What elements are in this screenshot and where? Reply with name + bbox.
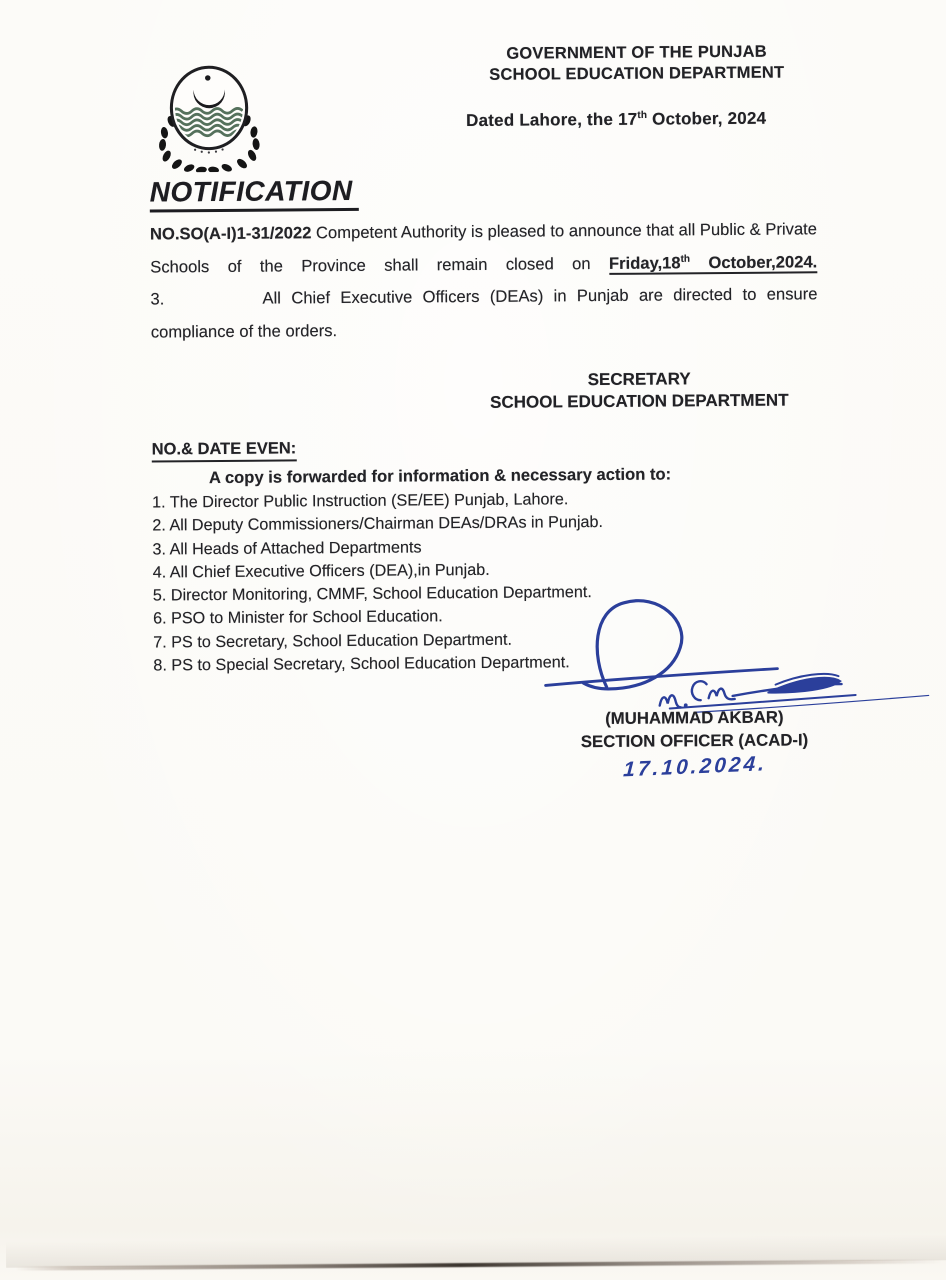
distribution-item: 3. All Heads of Attached Departments <box>152 538 422 559</box>
distribution-item: 7. PS to Secretary, School Education Department. <box>153 630 512 652</box>
letterhead <box>452 41 823 131</box>
punjab-government-crest-icon <box>149 60 270 173</box>
distribution-item: 5. Director Monitoring, CMMF, School Education Department. <box>152 583 592 605</box>
distribution-intro: A copy is forwarded for information & necessary action to: <box>208 464 672 488</box>
org-name-line1: GOVERNMENT OF THE PUNJAB <box>506 42 767 63</box>
distribution-item: 8. PS to Special Secretary, School Education Department. <box>153 653 570 675</box>
handwritten-date: 17.10.2024. <box>622 752 768 782</box>
notification-heading: NOTIFICATION <box>150 175 359 213</box>
authority-department: SCHOOL EDUCATION DEPARTMENT <box>490 390 789 412</box>
signatory-block <box>542 705 848 780</box>
paragraph-number: 3. <box>150 289 165 309</box>
distribution-item: 6. PSO to Minister for School Education. <box>152 607 443 629</box>
handwritten-signature <box>469 588 942 724</box>
distribution-item: 4. All Chief Executive Officers (DEA),in Punjab. <box>152 560 490 582</box>
distribution-item: 1. The Director Public Instruction (SE/EE) Punjab, Lahore. <box>152 490 569 512</box>
dateline <box>452 107 822 131</box>
dateline-ordinal: th <box>637 109 648 122</box>
dateline-text: Dated Lahore, the 17 <box>466 109 638 131</box>
issuing-authority <box>454 367 824 414</box>
notification-body <box>150 213 818 348</box>
distribution-item: 2. All Deputy Commissioners/Chairman DEAs/DRAs in Punjab. <box>152 513 604 535</box>
signatory-designation: SECTION OFFICER (ACAD-I) <box>580 730 809 752</box>
announcement-text: Competent Authority is pleased to announce that all Public & Private Schools of the Province shall remain closed on <box>150 219 818 277</box>
org-name-line2: SCHOOL EDUCATION DEPARTMENT <box>489 63 785 84</box>
distribution-ref-heading: NO.& DATE EVEN: <box>152 439 297 462</box>
dateline-year: October, 2024 <box>647 108 767 129</box>
compliance-text: All Chief Executive Officers (DEAs) in Punjab are directed to ensure compliance of the orders. <box>150 284 818 342</box>
closure-date: Friday,18th October,2024. <box>608 251 818 273</box>
reference-number: NO.SO(A-I)1-31/2022 <box>149 223 312 244</box>
notification-paragraph-1 <box>150 213 817 283</box>
authority-title: SECRETARY <box>587 369 691 390</box>
notification-paragraph-2 <box>150 278 817 348</box>
signatory-name: (MUHAMMAD AKBAR) <box>605 707 784 728</box>
